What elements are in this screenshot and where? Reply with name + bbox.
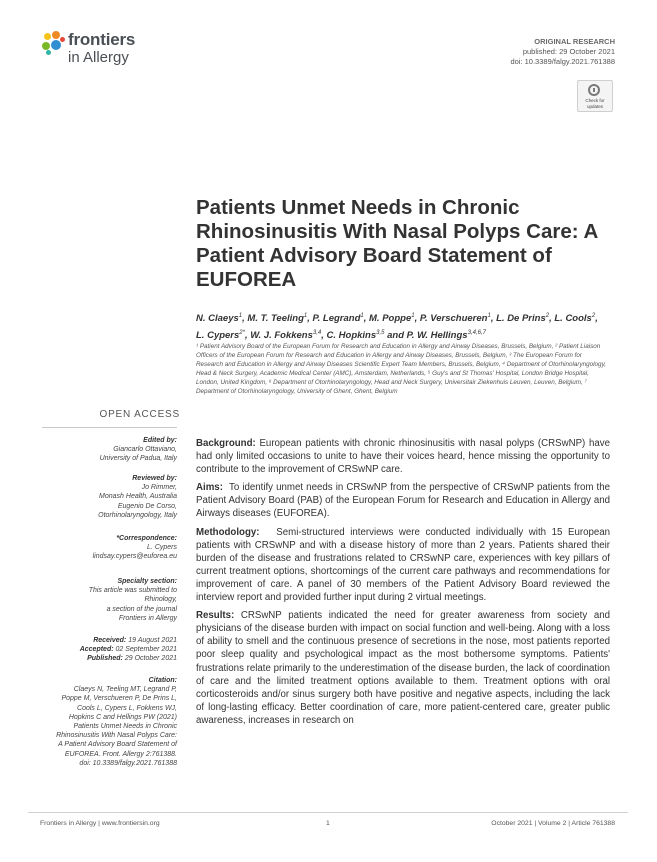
author-affiliation-ref: 1 <box>411 313 415 319</box>
author-name[interactable]: L. Cools <box>554 313 592 325</box>
abstract-aims: Aims: To identify unmet needs in CRSwNP from the perspective of CRSwNP patients from the Patient Advisory Board (PAB) of the European Forum for Research and Education in Allergy and Airways diseases (EUFOREA). <box>196 482 610 520</box>
received-date: Received: 19 August 2021 <box>93 637 177 644</box>
reviewed-by-label: Reviewed by: <box>132 475 177 482</box>
citation-line: EUFOREA. Front. Allergy 2:761388. <box>64 750 177 758</box>
correspondence-email[interactable]: lindsay.cypers@euforea.eu <box>92 553 177 561</box>
dates <box>40 636 177 664</box>
correspondence <box>40 534 177 562</box>
author-name[interactable]: M. Poppe <box>369 313 412 325</box>
journal-logo <box>42 30 152 70</box>
author-name[interactable]: P. Verschueren <box>419 313 488 325</box>
edited-by-label: Edited by: <box>143 437 177 444</box>
published-date: published: 29 October 2021 <box>522 47 615 56</box>
author-name[interactable]: N. Claeys <box>196 313 239 325</box>
author-name[interactable]: C. Hopkins <box>326 330 377 342</box>
author-affiliation-ref: 2 <box>545 313 550 319</box>
doi[interactable]: doi: 10.3389/falgy.2021.761388 <box>510 57 615 66</box>
citation-line: Claeys N, Teeling MT, Legrand P, <box>73 686 177 694</box>
specialty-line: a section of the journal <box>106 605 177 613</box>
logo-brand: frontiers <box>68 30 136 49</box>
citation-doi[interactable]: doi: 10.3389/falgy.2021.761388 <box>79 759 177 767</box>
footer-issue: October 2021 | Volume 2 | Article 761388 <box>491 820 615 827</box>
abstract-background: Background: European patients with chronic rhinosinusitis with nasal polyps (CRSwNP) have had only limited occasions to unite to have their voices heard, hence missing the opportunity to contribute to the improvement of CRSwNP care. <box>196 438 610 476</box>
author-affiliation-ref: 2* <box>239 330 245 337</box>
editor-line: University of Padua, Italy <box>99 455 177 463</box>
author-affiliation-ref: 3,4 <box>312 330 322 337</box>
specialty-line: Rhinology, <box>144 596 177 604</box>
author-affiliation-ref: 3,4,6,7 <box>467 330 486 337</box>
footer-journal[interactable]: Frontiers in Allergy | www.frontiersin.org <box>40 820 160 827</box>
author-name[interactable]: P. W. Hellings <box>406 330 468 342</box>
author-name[interactable]: L. De Prins <box>496 313 546 325</box>
author-name[interactable]: W. J. Fokkens <box>250 330 313 342</box>
specialty-section <box>40 577 177 623</box>
article-title: Patients Unmet Needs in Chronic Rhinosinusitis With Nasal Polyps Care: A Patient Advisory Board Statement of EUFOREA <box>196 196 598 291</box>
article-header-meta <box>510 37 615 67</box>
page-number: 1 <box>326 820 330 827</box>
citation-line: Rhinosinusitis With Nasal Polyps Care: <box>56 732 177 740</box>
reviewer-line: Otorhinolaryngology, Italy <box>98 511 177 519</box>
author-affiliation-ref: 3,5 <box>376 330 385 337</box>
sidebar-divider <box>42 427 177 428</box>
affiliations: ¹ Patient Advisory Board of the European Forum for Research and Education in Allergy and Airway Diseases, Brussels, Belgium, ² Patient Liaison Officers of the European Forum for Research and Education in Allergy and Airway Diseases, Brussels, Belgium, ³ The European Forum for Research and Education in Allergy and Airway Diseases Scientific Expert Team Members, Brussels, Belgium, ⁴ Department of Otorhinolaryngology, Head & Neck Surgery, Academic Medical Center (AMC), Amsterdam, Netherlands, ⁵ Guy's and St Thomas' Hospital, London Bridge Hospital, London, United Kingdom, ⁶ Department of Otorhinolaryngology, Head and Neck Surgery, Universitair Ziekenhuis Leuven, Leuven, Belgium, ⁷ Department of Otorhinolaryngology, University of Ghent, Ghent, Belgium <box>196 343 606 396</box>
citation-line: Patients Unmet Needs in Chronic <box>73 723 177 731</box>
author-name[interactable]: M. T. Teeling <box>247 313 304 325</box>
abstract <box>196 437 610 732</box>
author-affiliation-ref: 2 <box>591 313 596 319</box>
article-type: ORIGINAL RESEARCH <box>534 37 615 46</box>
editor-line: Giancarlo Ottaviano, <box>113 446 177 454</box>
reviewer-line: Jo Rimmer, <box>141 484 177 492</box>
citation-line: Hopkins C and Hellings PW (2021) <box>68 713 177 721</box>
published-date-side: Published: 29 October 2021 <box>87 655 177 663</box>
update-check-icon <box>588 84 600 96</box>
accepted-date: Accepted: 02 September 2021 <box>79 646 177 654</box>
specialty-line: This article was submitted to <box>88 587 177 595</box>
check-for-updates-badge[interactable] <box>577 80 613 112</box>
author-affiliation-ref: 1 <box>487 313 491 319</box>
reviewer-line: Eugenio De Corso, <box>117 502 177 510</box>
correspondence-label: *Correspondence: <box>116 535 177 542</box>
badge-label: Check for updates <box>585 98 605 109</box>
author-list: N. Claeys$^1$, M. T. Teeling$^1$, P. Legrand$^1$, M. Poppe$^1$, P. Verschueren$^1$, L. De Prins$^2$, L. Cools$^2$, L. Cypers$^{2*}$, W. J. Fokkens$^{3,4}$, C. Hopkins$^{3,5}$ and P. W. Hellings$^{3,4,6,7}$ <box>196 313 598 342</box>
abstract-methodology: Methodology: Semi-structured interviews were conducted individually with 15 European patients with CRSwNP and with a disease history of more than 2 years. Patients shared their burden of the disease and frustrations related to CRSwNP care, experiences with key pillars of current treatment options, shortcomings of the current care pathways and recommendations for improvement of care. A panel of 30 members of the Patient Advisory Board reviewed the interview report and provided further input during 2 virtual meetings. <box>196 526 611 604</box>
logo-journal-name: in Allergy <box>68 49 129 66</box>
citation-line: Cools L, Cypers L, Fokkens WJ, <box>77 704 177 712</box>
citation <box>40 676 177 768</box>
author-affiliation-ref: 1 <box>238 313 243 319</box>
citation-line: A Patient Advisory Board Statement of <box>58 741 177 749</box>
specialty-line: Frontiers in Allergy <box>118 614 177 622</box>
abstract-results: Results: CRSwNP patients indicated the need for greater awareness from society and physicians of the disease burden with impact on social function and well-being. Along with a loss of ability to smell and the continuous presence of secretions in the nose, most patients reported poor sleep quality and psychological impact as the most bothersome symptoms. Patients' frustrations relate primarily to the underestimation of the disease burden, the lack of coordination of care and the limited treatment options available to them. Treatment options with oral corticosteroids and/or sinus surgery both have positive and negative aspects, including the lack of long-lasting efficacy. Better coordination of care, more patient-centered care, greater public awareness, increases in research on <box>196 610 610 726</box>
open-access-label: OPEN ACCESS <box>99 409 180 420</box>
author-affiliation-ref: 1 <box>360 313 364 319</box>
author-affiliation-ref: 1 <box>303 313 308 319</box>
specialty-label: Specialty section: <box>117 578 177 585</box>
frontiers-logo-icon <box>42 31 66 55</box>
citation-line: Poppe M, Verschueren P, De Prins L, <box>61 695 177 703</box>
reviewer-line: Monash Health, Australia <box>99 493 177 501</box>
reviewed-by <box>40 474 177 520</box>
edited-by <box>40 436 177 464</box>
citation-label: Citation: <box>148 677 177 684</box>
author-name[interactable]: P. Legrand <box>312 313 361 325</box>
correspondence-name: L. Cypers <box>147 544 177 552</box>
footer-divider <box>28 812 628 813</box>
author-name[interactable]: L. Cypers <box>196 330 240 342</box>
